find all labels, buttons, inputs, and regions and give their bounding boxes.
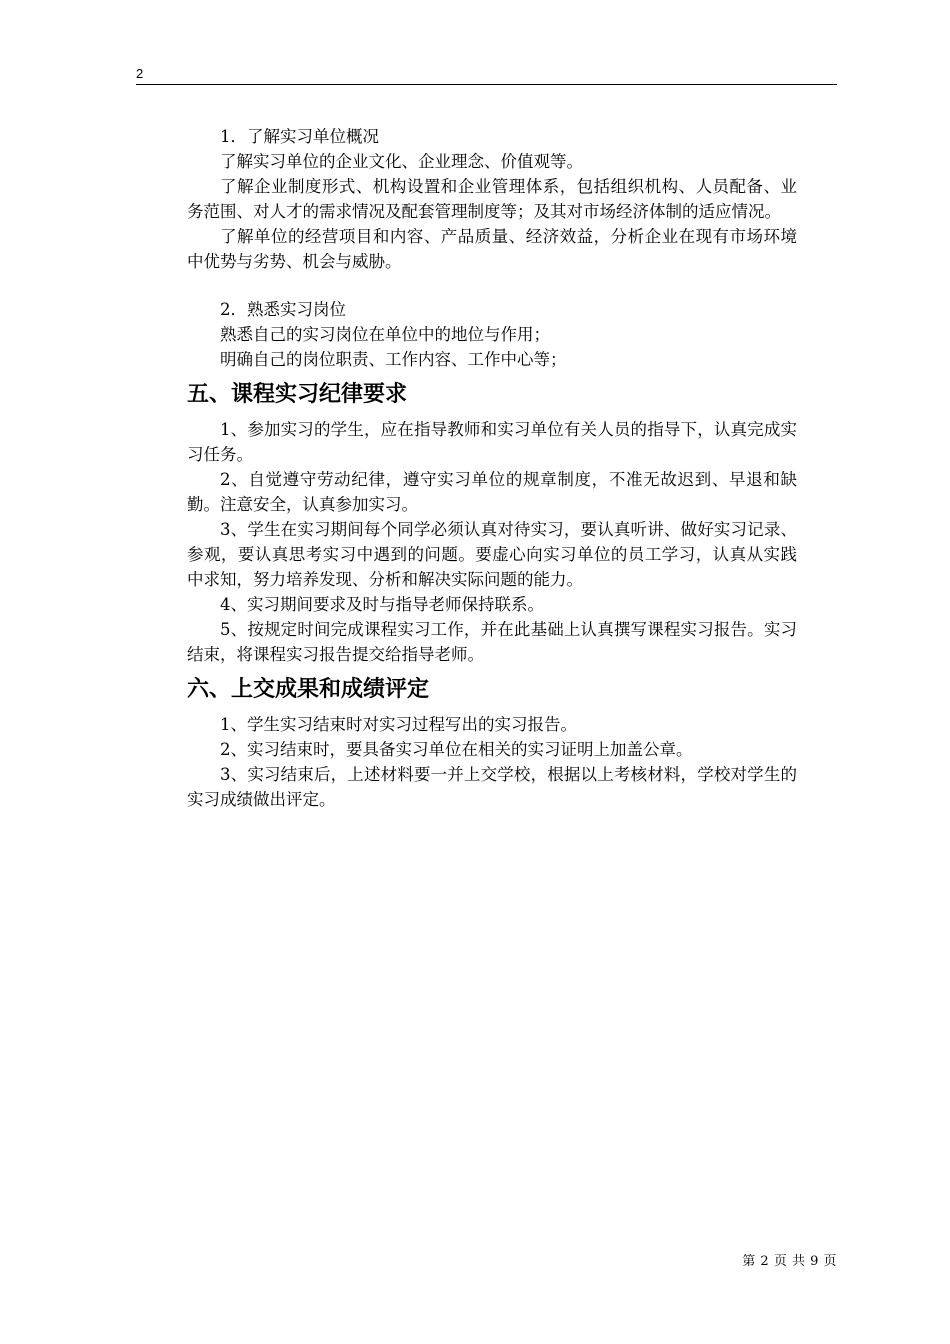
section5-paragraph: 1、参加实习的学生，应在指导教师和实习单位有关人员的指导下，认真完成实习任务。: [187, 420, 797, 464]
item1-paragraph: 了解实习单位的企业文化、企业理念、价值观等。: [220, 152, 583, 171]
section6-paragraph: 3、实习结束后，上述材料要一并上交学校，根据以上考核材料，学校对学生的实习成绩做出评定。: [187, 765, 797, 809]
header-page-number: 2: [136, 66, 144, 81]
header-rule: [136, 84, 837, 85]
item1-paragraph: 了解企业制度形式、机构设置和企业管理体系，包括组织机构、人员配备、业务范围、对人才的需求情况及配套管理制度等；及其对市场经济体制的适应情况。: [187, 177, 797, 221]
item1-title: 1．了解实习单位概况: [220, 127, 379, 146]
section5-paragraph: 3、学生在实习期间每个同学必须认真对待实习，要认真听讲、做好实习记录、参观，要认真思考实习中遇到的问题。要虚心向实习单位的员工学习，认真从实践中求知，努力培养发现、分析和解决实际问题的能力。: [187, 520, 797, 589]
section5-heading: 五、课程实习纪律要求: [187, 382, 408, 407]
section6-paragraph: 2、实习结束时，要具备实习单位在相关的实习证明上加盖公章。: [220, 740, 693, 759]
item2-paragraph: 熟悉自己的实习岗位在单位中的地位与作用；: [220, 325, 550, 344]
section5-paragraph: 5、按规定时间完成课程实习工作，并在此基础上认真撰写课程实习报告。实习结束，将课程实习报告提交给指导老师。: [187, 620, 797, 664]
footer-page-label: 第 2 页 共 9 页: [742, 1254, 837, 1269]
section6-paragraph: 1、学生实习结束时对实习过程写出的实习报告。: [220, 715, 577, 734]
item1-paragraph: 了解单位的经营项目和内容、产品质量、经济效益，分析企业在现有市场环境中优势与劣势、机会与威胁。: [187, 227, 797, 271]
section5-paragraph: 4、实习期间要求及时与指导老师保持联系。: [220, 595, 544, 614]
section6-heading: 六、上交成果和成绩评定: [187, 677, 430, 702]
section5-paragraph: 2、自觉遵守劳动纪律，遵守实习单位的规章制度，不准无故迟到、早退和缺勤。注意安全，认真参加实习。: [187, 470, 797, 514]
document-body: [187, 124, 797, 812]
item2-title: 2．熟悉实习岗位: [220, 300, 346, 319]
blank-line: [187, 274, 797, 297]
item2-paragraph: 明确自己的岗位职责、工作内容、工作中心等；: [220, 350, 567, 369]
